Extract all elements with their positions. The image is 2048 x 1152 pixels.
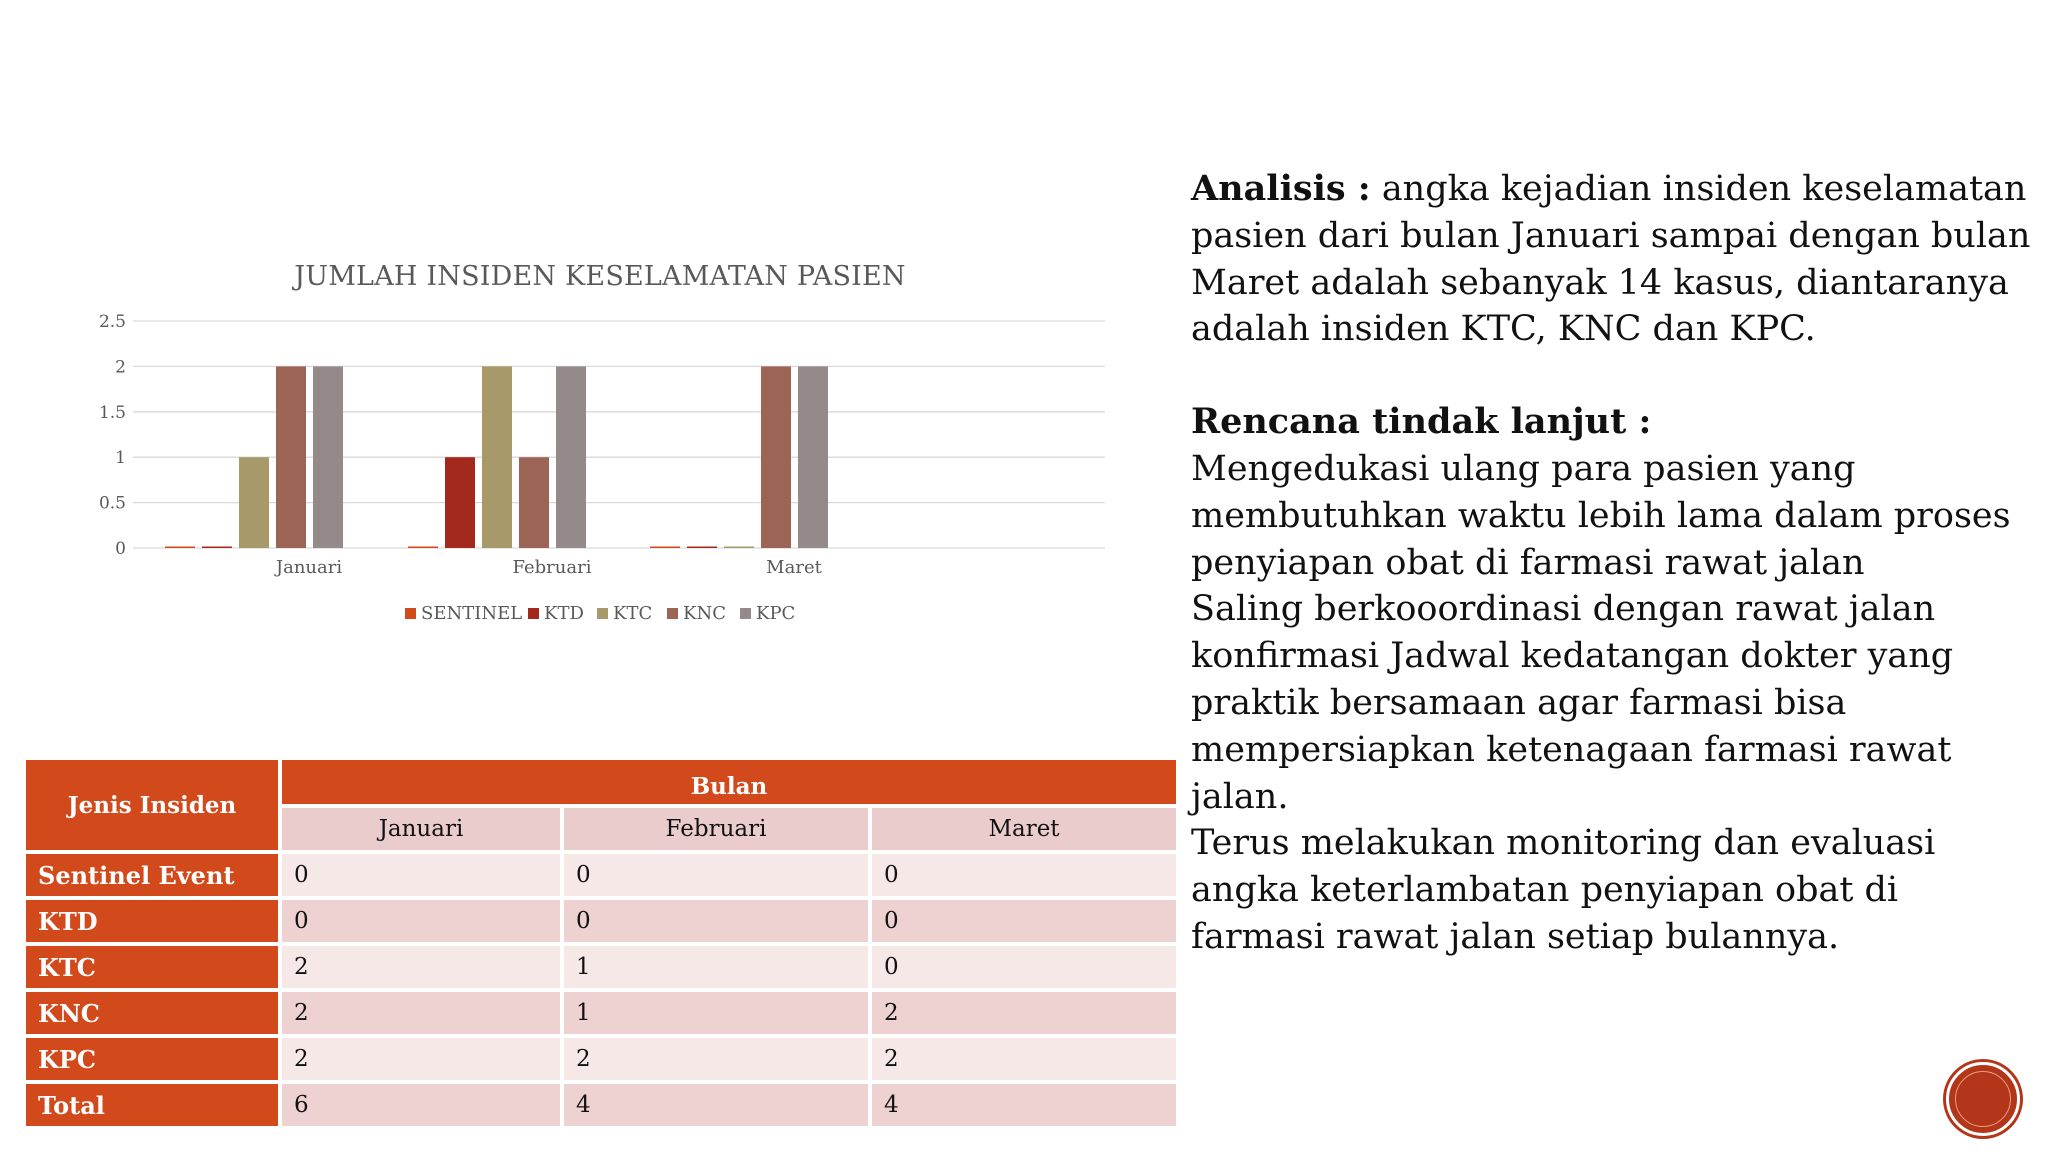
bar-sentinel-februari (408, 547, 438, 549)
table-cell: 2 (282, 1038, 560, 1080)
bar-knc-maret (761, 366, 791, 548)
bar-knc-februari (519, 457, 549, 548)
chart-title: JUMLAH INSIDEN KESELAMATAN PASIEN (294, 261, 906, 292)
table-cell: 1 (564, 992, 868, 1034)
legend-label-kpc: KPC (756, 603, 796, 624)
analysis-paragraph (1191, 166, 2031, 353)
table-row-label: KTD (26, 900, 278, 942)
y-tick-label: 2.5 (98, 312, 126, 332)
table-cell: 0 (564, 854, 868, 896)
table-cell: 2 (282, 992, 560, 1034)
table-cell: 0 (564, 900, 868, 942)
table-cell: 0 (282, 900, 560, 942)
bar-ktc-februari (482, 366, 512, 548)
followup-heading (1191, 399, 2031, 446)
table-header-jenis-insiden: Jenis Insiden (26, 760, 278, 850)
table-row-label: KNC (26, 992, 278, 1034)
bar-kpc-januari (313, 366, 343, 548)
legend-swatch-ktd (528, 608, 539, 619)
table-header-month: Februari (564, 808, 868, 850)
bar-kpc-maret (798, 366, 828, 548)
table-header-month: Januari (282, 808, 560, 850)
table-cell: 2 (282, 946, 560, 988)
legend-swatch-knc (667, 608, 678, 619)
table-cell: 0 (872, 946, 1176, 988)
y-tick-label: 0.5 (98, 493, 126, 514)
incident-table (26, 760, 1176, 1128)
table-cell: 0 (872, 900, 1176, 942)
legend-swatch-kpc (740, 608, 751, 619)
followup-item: Mengedukasi ulang para pasien yang membutuhkan waktu lebih lama dalam proses penyiapan obat di farmasi rawat jalan (1191, 448, 2011, 583)
y-tick-label: 2 (115, 357, 126, 378)
analysis-label: Analisis : (1191, 168, 1371, 209)
legend-swatch-sentinel (405, 608, 416, 619)
legend-label-ktd: KTD (544, 603, 584, 624)
table-cell: 6 (282, 1084, 560, 1126)
analysis-text: angka kejadian insiden keselamatan pasien dari bulan Januari sampai dengan bulan Maret adalah sebanyak 14 kasus, diantaranya adalah insiden KTC, KNC dan KPC. (1191, 169, 2031, 350)
analysis-panel (1191, 166, 2031, 961)
followup-item: Saling berkooordinasi dengan rawat jalan konfirmasi Jadwal kedatangan dokter yang praktik bersamaan agar farmasi bisa mempersiapkan ketenagaan farmasi rawat jalan. (1191, 589, 1954, 817)
bar-ktd-februari (445, 457, 475, 548)
bar-ktc-januari (239, 457, 269, 548)
legend-swatch-ktc (597, 608, 608, 619)
bar-sentinel-maret (650, 547, 680, 549)
bar-knc-januari (276, 366, 306, 548)
table-cell: 2 (564, 1038, 868, 1080)
x-tick-label: Januari (275, 557, 343, 578)
legend-label-sentinel: SENTINEL (421, 603, 523, 624)
x-tick-label: Maret (766, 557, 822, 578)
y-tick-label: 0 (115, 539, 126, 559)
chart-legend (405, 603, 795, 624)
table-cell: 0 (872, 854, 1176, 896)
table-cell: 4 (564, 1084, 868, 1126)
followup-item: Terus melakukan monitoring dan evaluasi angka keterlambatan penyiapan obat di farmasi rawat jalan setiap bulannya. (1191, 823, 1936, 957)
legend-label-ktc: KTC (613, 603, 653, 624)
table-header-bulan: Bulan (282, 760, 1176, 804)
bar-kpc-februari (556, 366, 586, 548)
slide-decoration-circle (1946, 1062, 2020, 1136)
table-cell: 1 (564, 946, 868, 988)
table-header-month: Maret (872, 808, 1176, 850)
table-row-label: KPC (26, 1038, 278, 1080)
bar-ktd-maret (687, 547, 717, 549)
table-cell: 2 (872, 1038, 1176, 1080)
y-tick-label: 1.5 (98, 402, 126, 423)
x-tick-label: Februari (512, 557, 592, 578)
y-axis-ticks (99, 312, 126, 559)
incident-bar-chart (0, 0, 1180, 650)
table-row-label: Total (26, 1084, 278, 1126)
table-cell: 0 (282, 854, 560, 896)
table-cell: 2 (872, 992, 1176, 1034)
table-row-label: Sentinel Event (26, 854, 278, 896)
bar-ktd-januari (202, 547, 232, 549)
y-tick-label: 1 (115, 448, 126, 469)
followup-label: Rencana tindak lanjut : (1191, 401, 1652, 443)
table-cell: 4 (872, 1084, 1176, 1126)
bar-ktc-maret (724, 547, 754, 549)
table-row-label: KTC (26, 946, 278, 988)
bar-sentinel-januari (165, 547, 195, 549)
legend-label-knc: KNC (683, 603, 726, 624)
x-axis-ticks (274, 557, 823, 578)
